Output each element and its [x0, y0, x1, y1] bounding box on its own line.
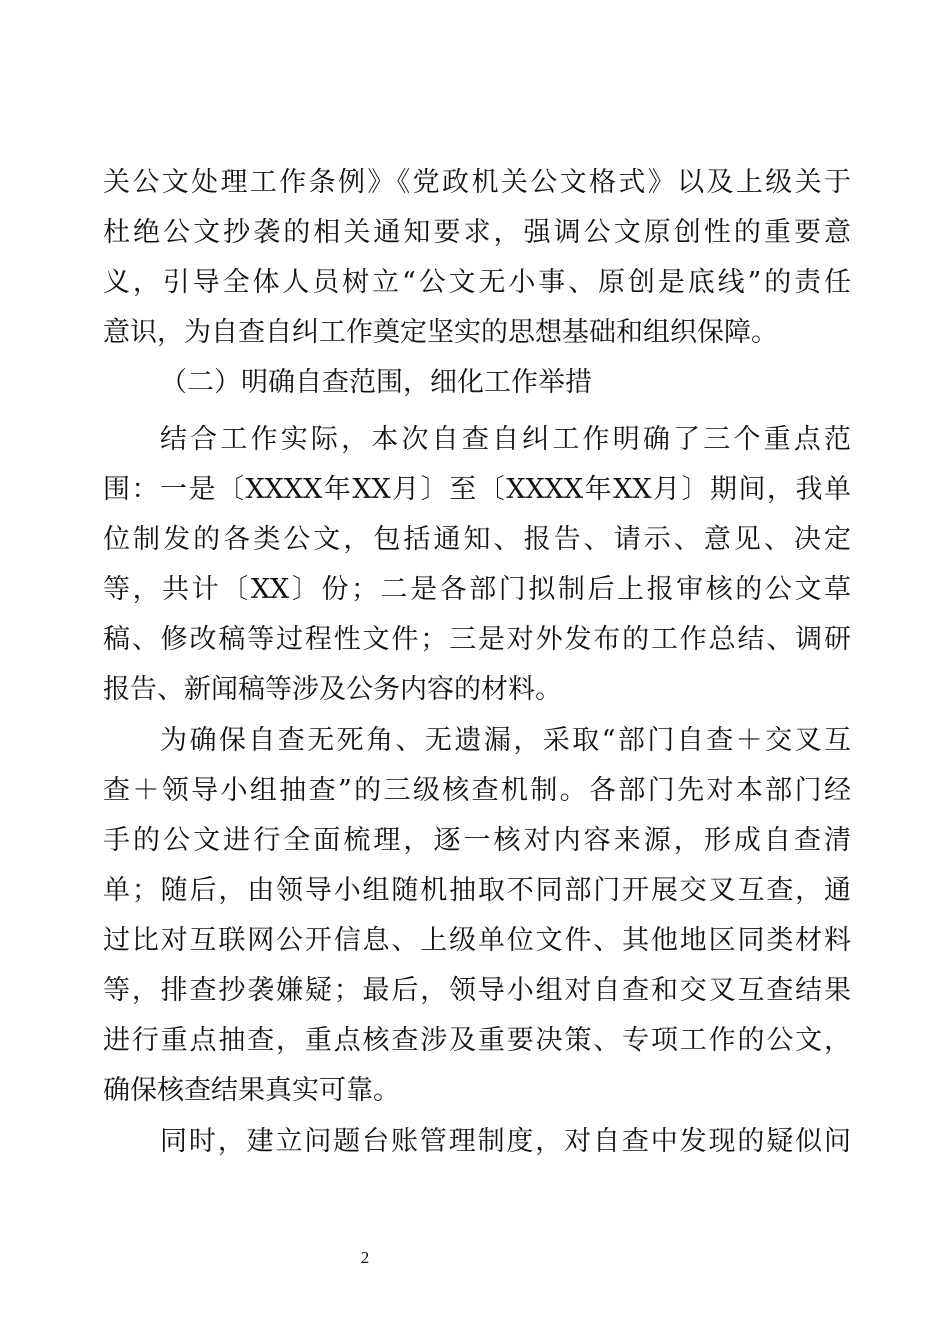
body-text-line: 结合工作实际，本次自查自纠工作明确了三个重点范	[160, 424, 851, 455]
body-text-line: 稿、修改稿等过程性文件；三是对外发布的工作总结、调研	[103, 624, 851, 655]
body-text-line: 手的公文进行全面梳理，逐一核对内容来源，形成自查清	[103, 825, 851, 856]
body-text-line: 同时，建立问题台账管理制度，对自查中发现的疑似问	[160, 1126, 851, 1157]
body-text-line: 等，共计〔XX〕份；二是各部门拟制后上报审核的公文草	[103, 574, 851, 605]
section-heading: （二）明确自查范围，细化工作举措	[160, 367, 592, 398]
body-text-line: 围：一是〔XXXX年XX月〕至〔XXXX年XX月〕期间，我单	[103, 474, 851, 505]
page-number: 2	[360, 1248, 370, 1267]
body-text-line: 关公文处理工作条例》《党政机关公文格式》以及上级关于	[103, 167, 851, 198]
body-text-line: 为确保自查无死角、无遗漏，采取“部门自查＋交叉互	[160, 725, 851, 756]
body-text-line: 报告、新闻稿等涉及公务内容的材料。	[103, 674, 562, 705]
body-text-line: 意识，为自查自纠工作奠定坚实的思想基础和组织保障。	[103, 317, 778, 348]
body-text-line: 位制发的各类公文，包括通知、报告、请示、意见、决定	[103, 524, 851, 555]
body-text-line: 等，排查抄袭嫌疑；最后，领导小组对自查和交叉互查结果	[103, 975, 851, 1006]
body-text-line: 确保核查结果真实可靠。	[103, 1075, 400, 1106]
body-text-line: 义，引导全体人员树立“公文无小事、原创是底线”的责任	[103, 267, 851, 298]
body-text-line: 杜绝公文抄袭的相关通知要求，强调公文原创性的重要意	[103, 217, 851, 248]
body-text-line: 过比对互联网公开信息、上级单位文件、其他地区同类材料	[103, 925, 851, 956]
body-text-line: 单；随后，由领导小组随机抽取不同部门开展交叉互查，通	[103, 875, 851, 906]
body-text-line: 进行重点抽查，重点核查涉及重要决策、专项工作的公文，	[103, 1025, 851, 1056]
body-text-line: 查＋领导小组抽查”的三级核查机制。各部门先对本部门经	[103, 775, 851, 806]
